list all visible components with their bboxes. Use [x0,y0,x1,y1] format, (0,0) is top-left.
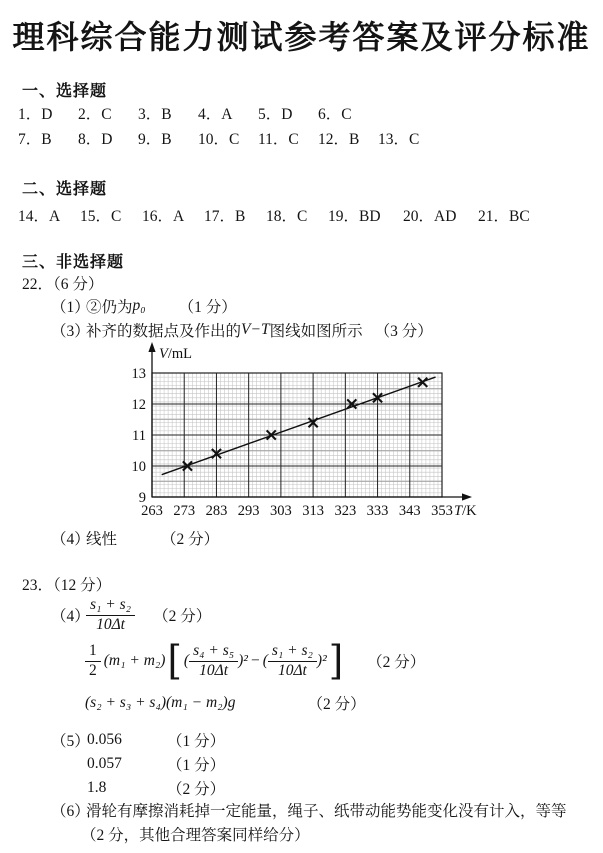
q23-item6-line2 [81,823,310,845]
svg-text:283: 283 [205,503,228,519]
item-number: （3） [51,323,90,340]
fraction-denominator: 2 [85,661,101,680]
fraction [86,596,135,634]
answer-text: 图线如图所示 [269,323,363,340]
score-label: （3 分） [374,323,433,340]
svg-text:10: 10 [131,459,146,475]
section1-heading: 一、选择题 [22,83,108,100]
answer-item: 14．A [18,208,61,225]
answer-item: 4．A [198,106,233,123]
answer-item: 13．C [378,131,420,148]
q22-label: 22．（6 分） [22,276,104,293]
answer-text: ②仍为 [86,299,133,316]
svg-text:T/K: T/K [454,503,477,519]
answer-item: 1．D [18,106,53,123]
answer-text: 补齐的数据点及作出的 [86,323,242,340]
answer-item: 9．B [138,131,172,148]
svg-text:11: 11 [132,428,146,444]
answers-row-14-21 [18,204,530,226]
q22-item4 [51,527,219,549]
q22-item1 [51,295,237,317]
score-label: （1 分） [178,299,237,316]
answer-text: 滑轮有摩擦消耗掉一定能量，绳子、纸带动能势能变化没有计入，等等 [86,803,567,820]
score-note: （2 分，其他合理答案同样给分） [81,827,310,844]
fraction-denominator: 10Δt [189,661,238,680]
answer-item: 11．C [258,131,299,148]
svg-text:293: 293 [237,503,260,519]
page-title: 理科综合能力测试参考答案及评分标准 [12,19,591,55]
fraction-denominator: 10Δt [86,615,135,634]
score-label: （1 分） [167,757,226,774]
answer-item: 8．D [78,131,113,148]
right-bracket: ] [328,637,344,685]
answer-item: 18．C [266,208,308,225]
svg-text:323: 323 [334,503,357,519]
fraction [268,642,317,680]
score-label: （2 分） [307,696,366,713]
q23-item4-formula1 [51,594,211,636]
svg-text:13: 13 [131,366,146,382]
answers-row-1-6 [18,102,352,124]
close-paren-squared: )² [316,652,327,669]
answer-item: 2．C [78,106,112,123]
answer-item: 19．BD [328,208,381,225]
q23-label: 23．（12 分） [22,577,112,594]
answer-item: 20．AD [403,208,457,225]
svg-text:V/mL: V/mL [159,346,193,362]
answer-item: 16．A [142,208,185,225]
fraction-denominator: 10Δt [268,661,317,680]
answer-item: 3．B [138,106,172,123]
fraction [189,642,238,680]
svg-text:12: 12 [131,397,146,413]
q23-item5-row1 [51,729,225,751]
fraction-numerator: s₄ + s₅ [193,642,235,660]
fraction-numerator: 1 [89,642,97,660]
math-expression: (m₁ + m₂) [103,652,166,669]
answer-value: 1.8 [87,779,107,796]
answer-item: 6．C [318,106,352,123]
answer-item: 10．C [198,131,240,148]
svg-text:9: 9 [138,490,146,506]
math-var: V−T [241,321,270,338]
close-paren-squared: )² [238,652,248,669]
item-number: （5） [51,733,90,750]
math-var: p₀ [132,297,146,314]
q22-item3 [51,319,433,341]
answers-row-7-13 [18,127,419,149]
section3-heading: 三、非选择题 [22,254,125,271]
q23-item4-formula2 [85,638,425,684]
score-label: （2 分） [161,531,220,548]
q23-item5-row2 [87,753,225,775]
fraction-numerator: s₁ + s₂ [90,596,132,614]
q23-item4-formula3 [85,692,366,714]
answer-item: 7．B [18,131,52,148]
answer-item: 17．B [204,208,246,225]
fraction-numerator: s₁ + s₂ [271,642,313,660]
answer-text: 线性 [86,531,118,548]
item-number: （1） [51,299,90,316]
answer-item: 12．B [318,131,360,148]
item-number: （4） [51,531,90,548]
score-label: （1 分） [167,733,226,750]
open-paren: ( [183,652,190,669]
q23-item6-line1 [51,799,567,821]
vt-chart [128,341,490,529]
section2-heading: 二、选择题 [22,181,108,198]
open-paren: ( [262,652,268,669]
answer-item: 21．BC [478,208,530,225]
score-label: （2 分） [367,654,426,671]
score-label: （2 分） [167,781,226,798]
item-number: （6） [51,803,90,820]
answer-value: 0.057 [87,755,122,772]
svg-text:303: 303 [270,503,292,519]
math-expression: (s₂ + s₃ + s₄)(m₁ − m₂)g [85,694,236,711]
vt-chart-canvas [128,341,490,529]
svg-text:333: 333 [366,503,389,519]
item-number: （4） [51,608,90,625]
answer-item: 15．C [80,208,122,225]
minus-operator: − [250,652,260,669]
svg-text:353: 353 [431,503,453,519]
q23-item5-row3 [87,777,225,799]
answer-item: 5．D [258,106,293,123]
score-label: （2 分） [153,608,212,625]
svg-text:313: 313 [302,503,324,519]
svg-text:263: 263 [141,503,163,519]
fraction [85,642,101,680]
svg-text:273: 273 [173,503,196,519]
answer-value: 0.056 [87,731,122,748]
svg-text:343: 343 [398,503,421,519]
left-bracket: [ [167,637,182,685]
